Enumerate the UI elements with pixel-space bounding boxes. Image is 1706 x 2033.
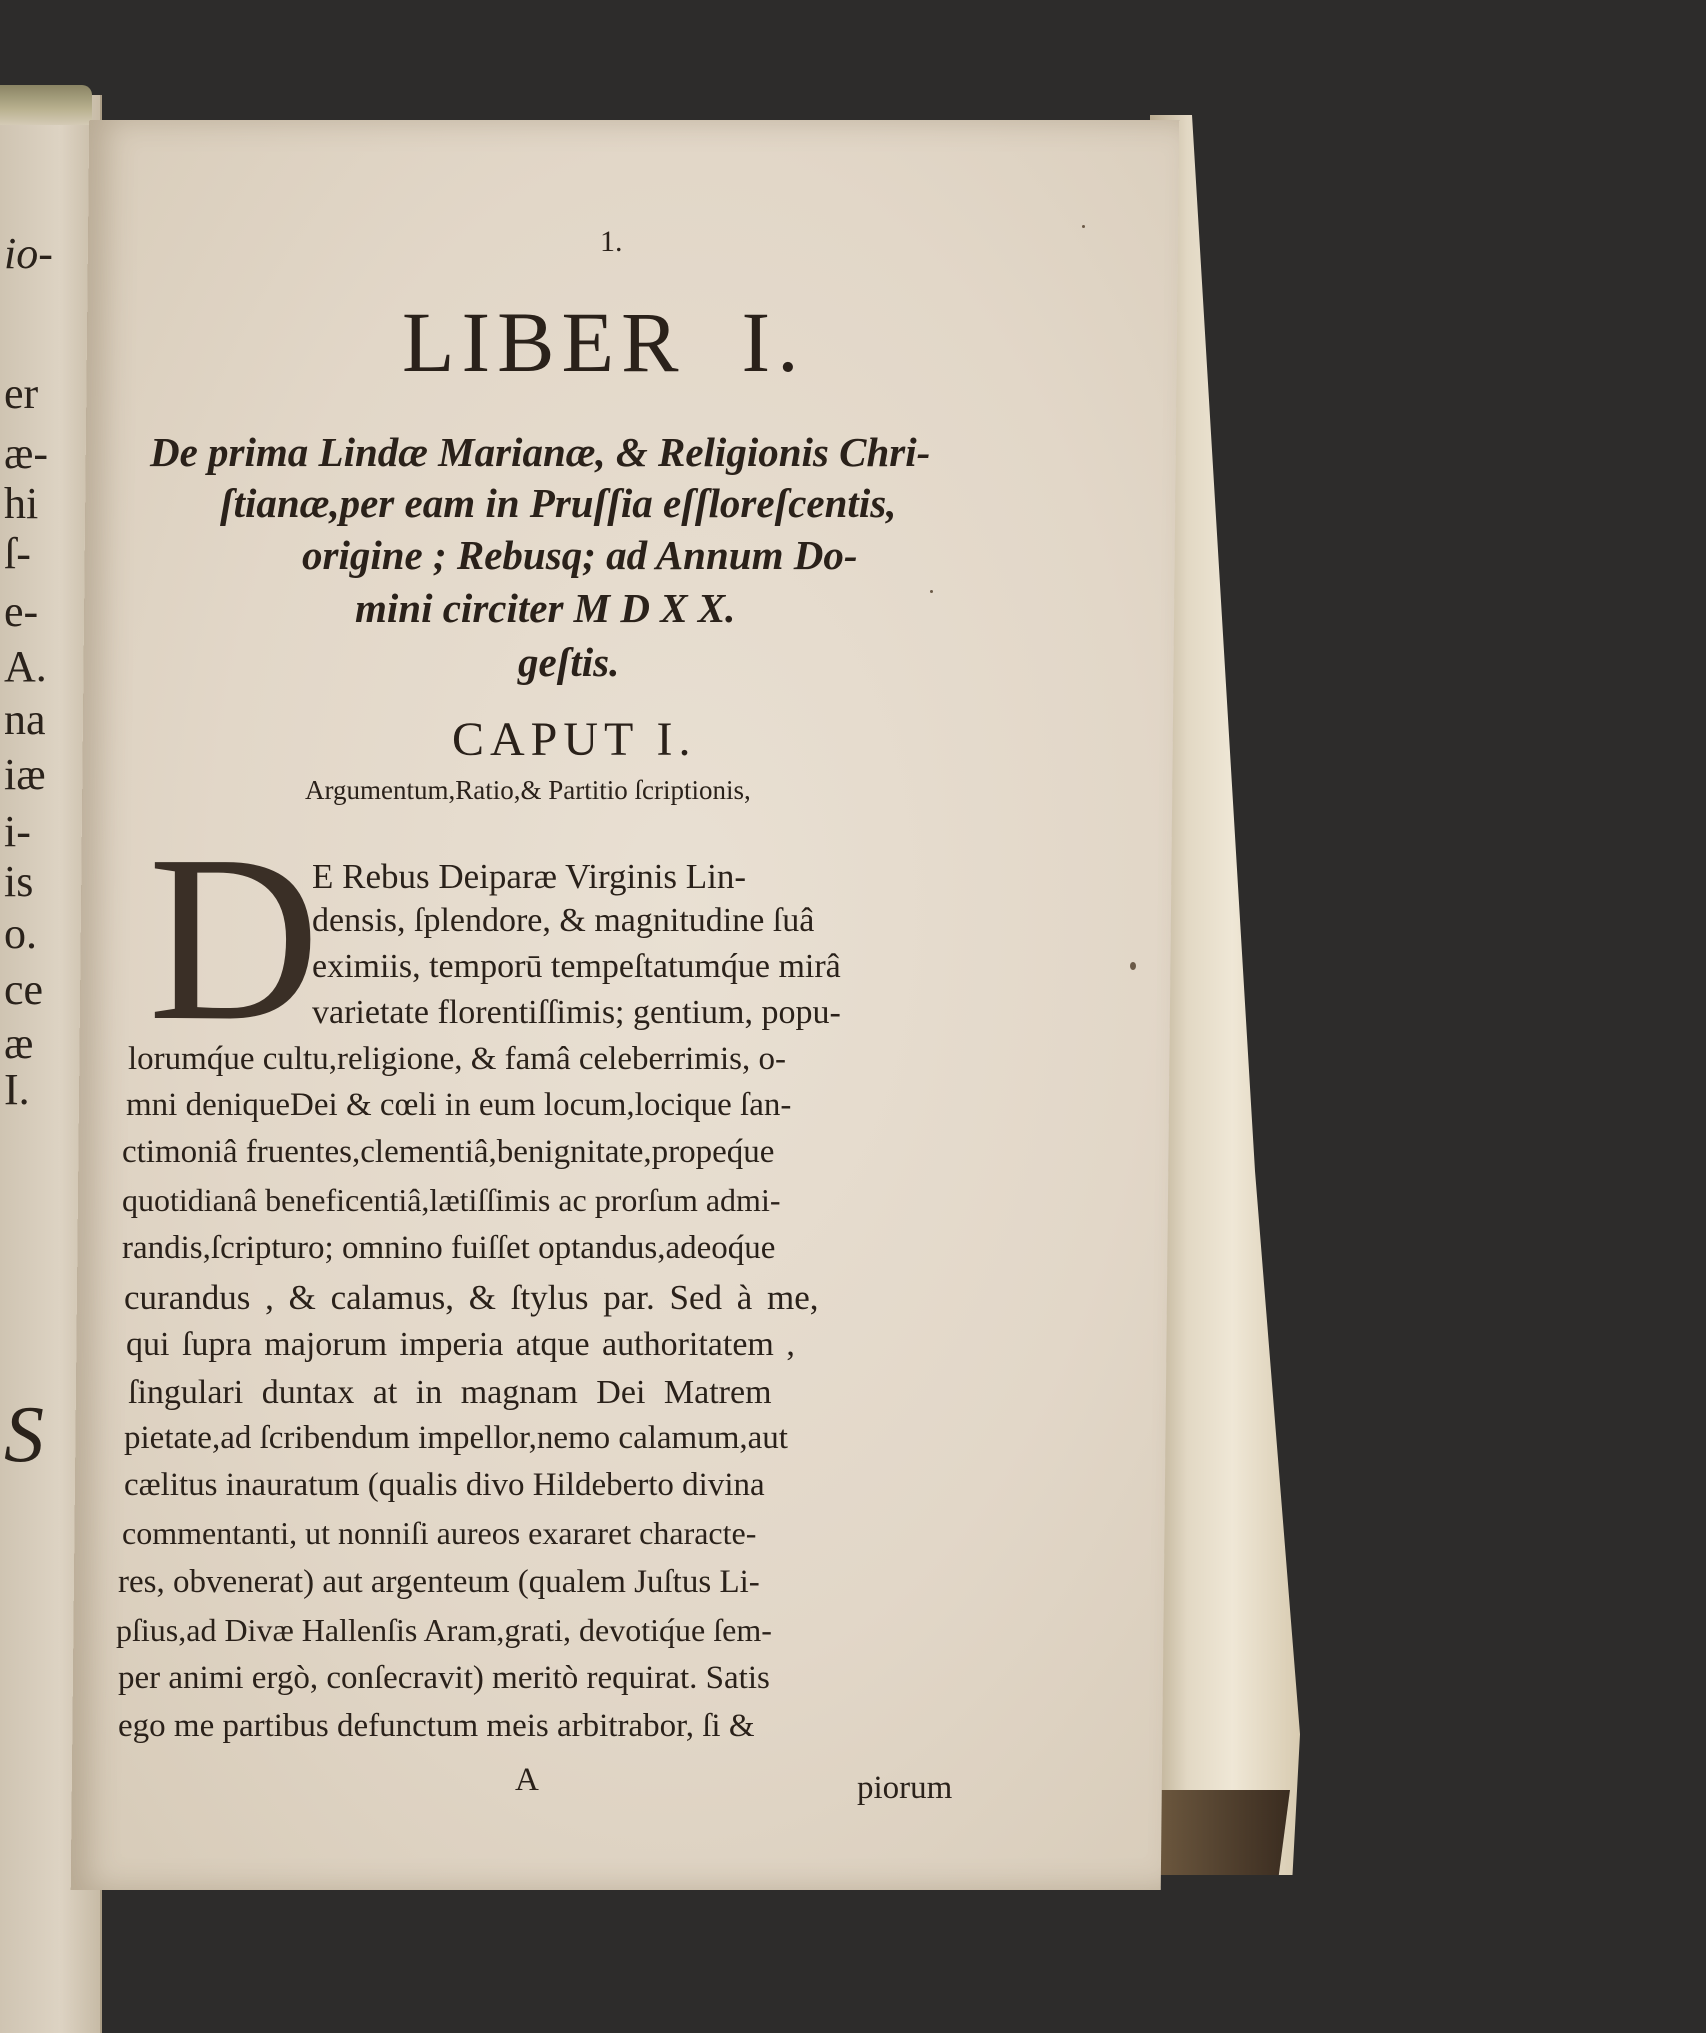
catchword: piorum [857, 1770, 953, 1806]
body-text-line: curandus , & calamus, & ſtylus par. Sed à me, [124, 1278, 819, 1317]
subtitle-line: geſtis. [518, 639, 620, 685]
page-number: 1. [600, 225, 623, 258]
body-text-line: mni deniqueDei & cœli in eum locum,locique ſan- [126, 1087, 792, 1123]
subtitle-line: ſtianæ,per eam in Pruſſia eſſloreſcentis, [220, 480, 897, 526]
body-text-line: commentanti, ut nonniſi aureos exararet characte- [122, 1515, 757, 1551]
body-text-line: eximiis, temporū tempeſtatumq́ue mirâ [312, 948, 841, 985]
left-page-fragment: ſ- [4, 529, 31, 578]
left-page-fragment: o. [4, 909, 37, 958]
body-text-line: varietate florentiſſimis; gentium, popu- [312, 994, 841, 1031]
body-text-line: ſingulari duntax at in magnam Dei Matrem [128, 1374, 772, 1411]
body-text-line: res, obvenerat) aut argenteum (qualem Juſtus Li- [118, 1564, 760, 1600]
body-text-line: E Rebus Deiparæ Virginis Lin- [312, 857, 747, 896]
chapter-title: CAPUT I. [452, 713, 697, 766]
body-text-line: ctimoniâ fruentes,clementiâ,benignitate,propeq́ue [122, 1134, 775, 1170]
body-text-line: per animi ergò, conſecravit) meritò requirat. Satis [118, 1660, 770, 1696]
body-text-line: lorumq́ue cultu,religione, & famâ celeberrimis, o- [128, 1041, 786, 1077]
left-page-fragment: ce [4, 965, 44, 1014]
left-page-fragment: æ [4, 1019, 34, 1068]
book-title [402, 292, 806, 392]
left-page-fragment: S [4, 1391, 44, 1479]
body-text-line: densis, ſplendore, & magnitudine ſuâ [312, 902, 815, 939]
left-page-fragment: I. [4, 1065, 30, 1114]
body-text-line: pietate,ad ſcribendum impellor,nemo calamum,aut [124, 1420, 788, 1456]
body-text-line: quotidianâ beneficentiâ,lætiſſimis ac prorſum admi- [122, 1182, 781, 1218]
chapter-summary: Argumentum,Ratio,& Partitio ſcriptionis, [305, 775, 751, 805]
left-page-fragment: A. [4, 642, 47, 691]
drop-cap: D [148, 807, 320, 1070]
body-text-line: ego me partibus defunctum meis arbitrabor, ſi & [118, 1708, 755, 1744]
binding-tail [1150, 1790, 1290, 1875]
left-page-fragment: hi [4, 479, 39, 528]
left-page-fragment: e- [4, 587, 39, 636]
subtitle-line: mini circiter M D X X. [355, 585, 736, 631]
paper-speck [930, 590, 933, 593]
body-text-line: qui ſupra majorum imperia atque authoritatem , [126, 1326, 795, 1363]
book-title-numeral: I. [741, 294, 806, 390]
subtitle-line: De prima Lindæ Marianæ, & Religionis Chri- [150, 429, 931, 475]
book-title-word: LIBER [402, 294, 686, 390]
left-page-fragment: i- [4, 807, 31, 856]
left-page-fragment: na [4, 695, 46, 744]
body-text-line: randis,ſcripturo; omnino fuiſſet optandus,adeoq́ue [122, 1230, 776, 1266]
left-page-fragment: æ- [4, 429, 48, 478]
left-page-fragment: io- [4, 229, 53, 278]
left-page-binding [0, 85, 92, 125]
left-page-fragment: is [4, 857, 34, 906]
left-page-fragment: iæ [4, 750, 46, 799]
subtitle-line: origine ; Rebusq; ad Annum Do- [302, 532, 858, 578]
signature-mark: A [515, 1762, 539, 1798]
paper-speck [1130, 962, 1136, 970]
paper-speck [1082, 225, 1085, 228]
left-page-fragment: er [4, 369, 39, 418]
body-text-line: cælitus inauratum (qualis divo Hildeberto divina [124, 1467, 765, 1503]
body-text-line: pſius,ad Divæ Hallenſis Aram,grati, devotiq́ue ſem- [116, 1612, 772, 1648]
